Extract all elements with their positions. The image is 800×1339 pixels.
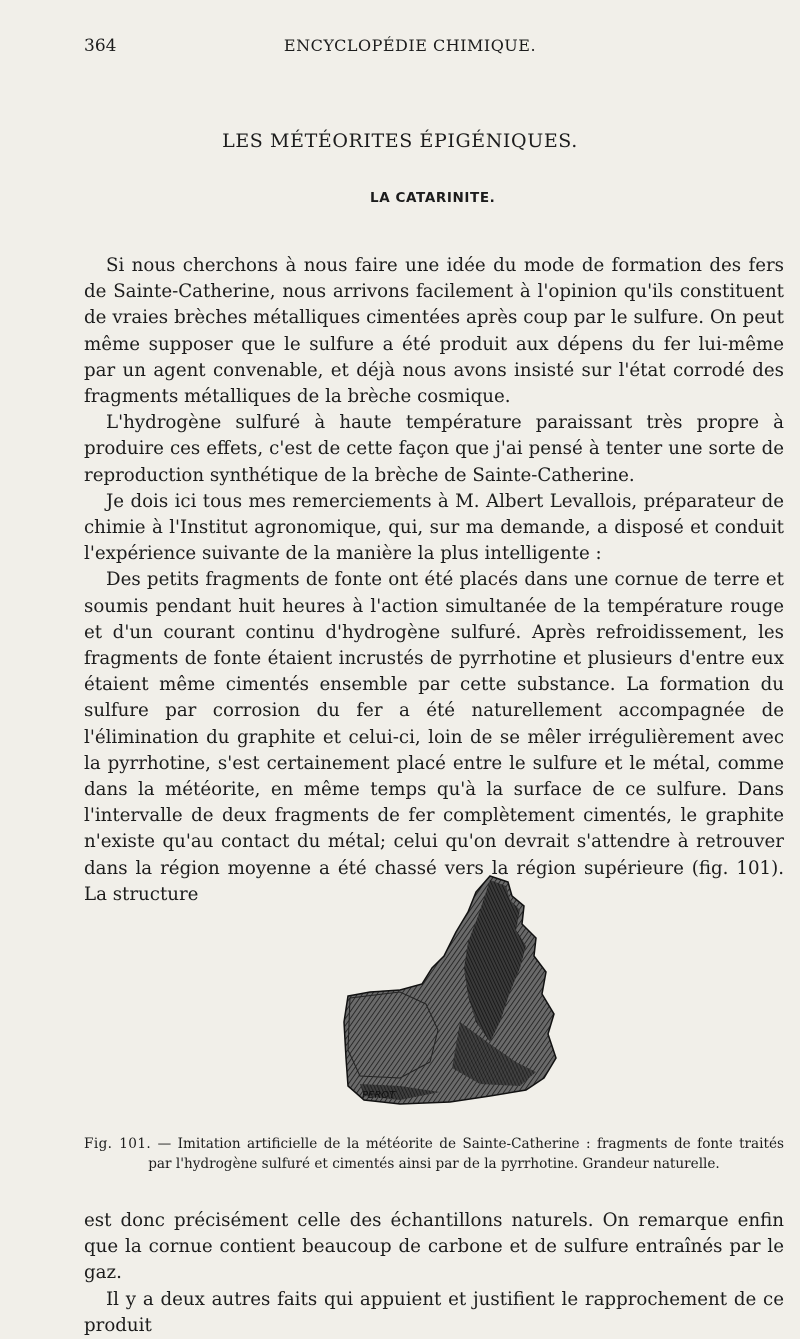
- body-text: [84, 253, 784, 908]
- paragraph: est donc précisément celle des échantillons naturels. On remarque enfin que la cornue contient beaucoup de carbone et de sulfure entraînés par le gaz.: [84, 1210, 784, 1284]
- caption-label: Fig. 101.: [84, 1136, 152, 1152]
- paragraph: Des petits fragments de fonte ont été placés dans une cornue de terre et soumis pendant huit heures à l'action simultanée de la température rouge et d'un courant continu d'hydrogène sulfuré. Après refroidissement, les fragments de fonte étaient incrustés de pyrrhotine et plusieurs d'entre eux étaient même cimentés ensemble par cette substance. La formation du sulfure par corrosion du fer a été naturellement accompagnée de l'élimination du graphite et celui-ci, loin de se mêler irrégulièrement avec la pyrrhotine, s'est certainement placé entre le sulfure et le métal, comme dans la météorite, en même temps qu'à la surface de ce sulfure. Dans l'intervalle de deux fragments de fer complètement cimentés, le graphite n'existe qu'au contact du métal; celui qu'on devrait s'attendre à retrouver dans la région moyenne a été chassé vers la région supérieure (fig. 101). La structure: [84, 569, 784, 905]
- running-head: [84, 36, 776, 60]
- paragraph: Il y a deux autres faits qui appuient et justifient le rapprochement de ce produit: [84, 1288, 784, 1336]
- paragraph: L'hydrogène sulfuré à haute température paraissant très propre à produire ces effets, c'est de cette façon que j'ai pensé à tenter une sorte de reproduction synthétique de la brèche de Sainte-Catherine.: [84, 412, 784, 486]
- subsection-title: LA CATARINITE.: [370, 190, 496, 206]
- meteorite-engraving: [340, 872, 562, 1108]
- body-text-continued: [84, 1208, 784, 1339]
- caption-text: — Imitation artificielle de la météorite de Sainte-Catherine : fragments de fonte traités: [157, 1136, 784, 1152]
- caption-text: par l'hydrogène sulfuré et cimentés ainsi par de la pyrrhotine. Grandeur naturelle.: [148, 1156, 720, 1172]
- paragraph: Si nous cherchons à nous faire une idée du mode de formation des fers de Sainte-Catherine, nous arrivons facilement à l'opinion qu'ils constituent de vraies brèches métalliques cimentées après coup par le sulfure. On peut même supposer que le sulfure a été produit aux dépens du fer lui-même par un agent convenable, et déjà nous avons insisté sur l'état corrodé des fragments métalliques de la brèche cosmique.: [84, 255, 784, 408]
- figure-caption: [84, 1134, 784, 1174]
- section-title: LES MÉTÉORITES ÉPIGÉNIQUES.: [222, 130, 578, 152]
- paragraph: Je dois ici tous mes remerciements à M. Albert Levallois, préparateur de chimie à l'Institut agronomique, qui, sur ma demande, a disposé et conduit l'expérience suivante de la manière la plus intelligente :: [84, 490, 784, 565]
- figure-101-illustration: [340, 872, 562, 1108]
- engraver-signature: PEROT: [362, 1090, 396, 1101]
- page-number: 364: [84, 36, 117, 56]
- journal-title: ENCYCLOPÉDIE CHIMIQUE.: [283, 36, 537, 55]
